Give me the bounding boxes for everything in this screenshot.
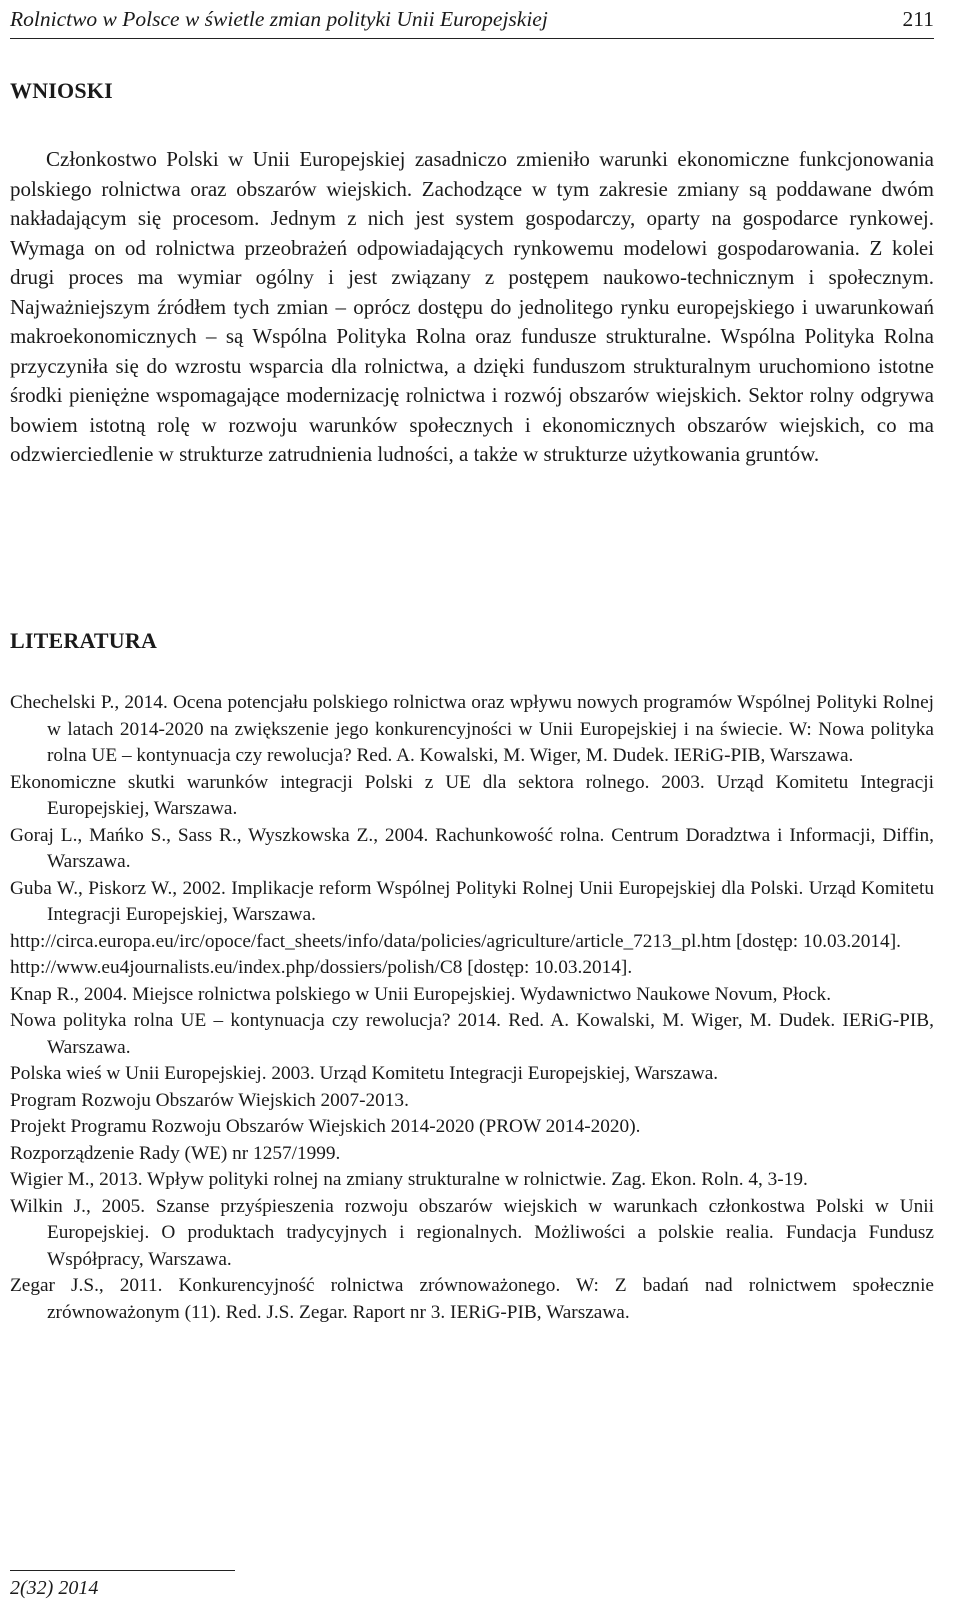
running-header [10, 0, 934, 39]
reference-item: Rozporządzenie Rady (WE) nr 1257/1999. [10, 1142, 341, 1164]
reference-item: Wilkin J., 2005. Szanse przyśpieszenia rozwoju obszarów wiejskich w warunkach członkostwa Polski w Unii Europejskiej. O produktach tradycyjnych i regionalnych. Możliwości a polskie realia. Fundacja Fundusz Współpracy, Warszawa. [10, 1195, 934, 1270]
journal-title: Rolnictwo w Polsce w świetle zmian polityki Unii Europejskiej [10, 6, 548, 31]
reference-item: Ekonomiczne skutki warunków integracji Polski z UE dla sektora rolnego. 2003. Urząd Komitetu Integracji Europejskiej, Warszawa. [10, 771, 934, 819]
reference-item: Polska wieś w Unii Europejskiej. 2003. Urząd Komitetu Integracji Europejskiej, Warszawa. [10, 1063, 719, 1084]
reference-item: Zegar J.S., 2011. Konkurencyjność rolnictwa zrównoważonego. W: Z badań nad rolnictwem społecznie zrównoważonym (11). Red. J.S. Zegar. Raport nr 3. IERiG-PIB, Warszawa. [10, 1275, 934, 1323]
reference-item: Nowa polityka rolna UE – kontynuacja czy rewolucja? 2014. Red. A. Kowalski, M. Wiger, M. Dudek. IERiG-PIB, Warszawa. [10, 1010, 934, 1058]
reference-item: Program Rozwoju Obszarów Wiejskich 2007-2013. [10, 1089, 409, 1111]
conclusions-heading: WNIOSKI [10, 78, 113, 103]
reference-item: Projekt Programu Rozwoju Obszarów Wiejskich 2014-2020 (PROW 2014-2020). [10, 1116, 641, 1137]
reference-item: http://www.eu4journalists.eu/index.php/dossiers/polish/C8 [dostęp: 10.03.2014]. [10, 957, 633, 978]
reference-item: Guba W., Piskorz W., 2002. Implikacje reform Wspólnej Polityki Rolnej Unii Europejskiej dla Polski. Urząd Komitetu Integracji Europejskiej, Warszawa. [10, 877, 934, 925]
reference-item: Chechelski P., 2014. Ocena potencjału polskiego rolnictwa oraz wpływu nowych programów Wspólnej Polityki Rolnej w latach 2014-2020 na zwiększenie jego konkurencyjności w Unii Europejskiej i na świecie. W: Nowa polityka rolna UE – kontynuacja czy rewolucja? Red. A. Kowalski, M. Wiger, M. Dudek. IERiG-PIB, Warszawa. [10, 692, 934, 766]
literature-heading: LITERATURA [10, 628, 158, 653]
reference-list [10, 690, 934, 1326]
page-number: 211 [902, 6, 934, 31]
reference-item: Goraj L., Mańko S., Sass R., Wyszkowska Z., 2004. Rachunkowość rolna. Centrum Doradztwa i Informacji, Diffin, Warszawa. [10, 824, 934, 872]
issue-number: 2(32) 2014 [10, 1577, 99, 1599]
conclusions-paragraph: Członkostwo Polski w Unii Europejskiej zasadniczo zmieniło warunki ekonomiczne funkcjonowania polskiego rolnictwa oraz obszarów wiejskich. Zachodzące w tym zakresie zmiany są poddawane dwóm nakładającym się procesom. Jednym z nich jest system gospodarczy, oparty na gospodarce rynkowej. Wymaga on od rolnictwa przeobrażeń odpowiadających rynkowemu modelowi gospodarowania. Z kolei drugi proces ma wymiar ogólny i jest związany z postępem naukowo-technicznym i społecznym. Najważniejszym źródłem tych zmian – oprócz dostępu do jednolitego rynku europejskiego i uwarunkowań makroekonomicznych – są Wspólna Polityka Rolna oraz fundusze strukturalne. Wspólna Polityka Rolna przyczyniła się do wzrostu wsparcia dla rolnictwa, a dzięki funduszom strukturalnym uruchomiono istotne środki pieniężne wspomagające modernizację rolnictwa i rozwój obszarów wiejskich. Sektor rolny odgrywa bowiem istotną rolę w rozwoju warunków społecznych i ekonomicznych obszarów wiejskich, co ma odzwierciedlenie w strukturze zatrudnienia ludności, a także w strukturze użytkowania gruntów. [10, 147, 934, 466]
reference-item: Knap R., 2004. Miejsce rolnictwa polskiego w Unii Europejskiej. Wydawnictwo Naukowe Novum, Płock. [10, 983, 832, 1005]
page-footer [10, 1570, 235, 1600]
reference-item: Wigier M., 2013. Wpływ polityki rolnej na zmiany strukturalne w rolnictwie. Zag. Ekon. Roln. 4, 3-19. [10, 1169, 808, 1190]
reference-item: http://circa.europa.eu/irc/opoce/fact_sheets/info/data/policies/agriculture/article_7213_pl.htm [dostęp: 10.03.2014]. [10, 930, 901, 952]
